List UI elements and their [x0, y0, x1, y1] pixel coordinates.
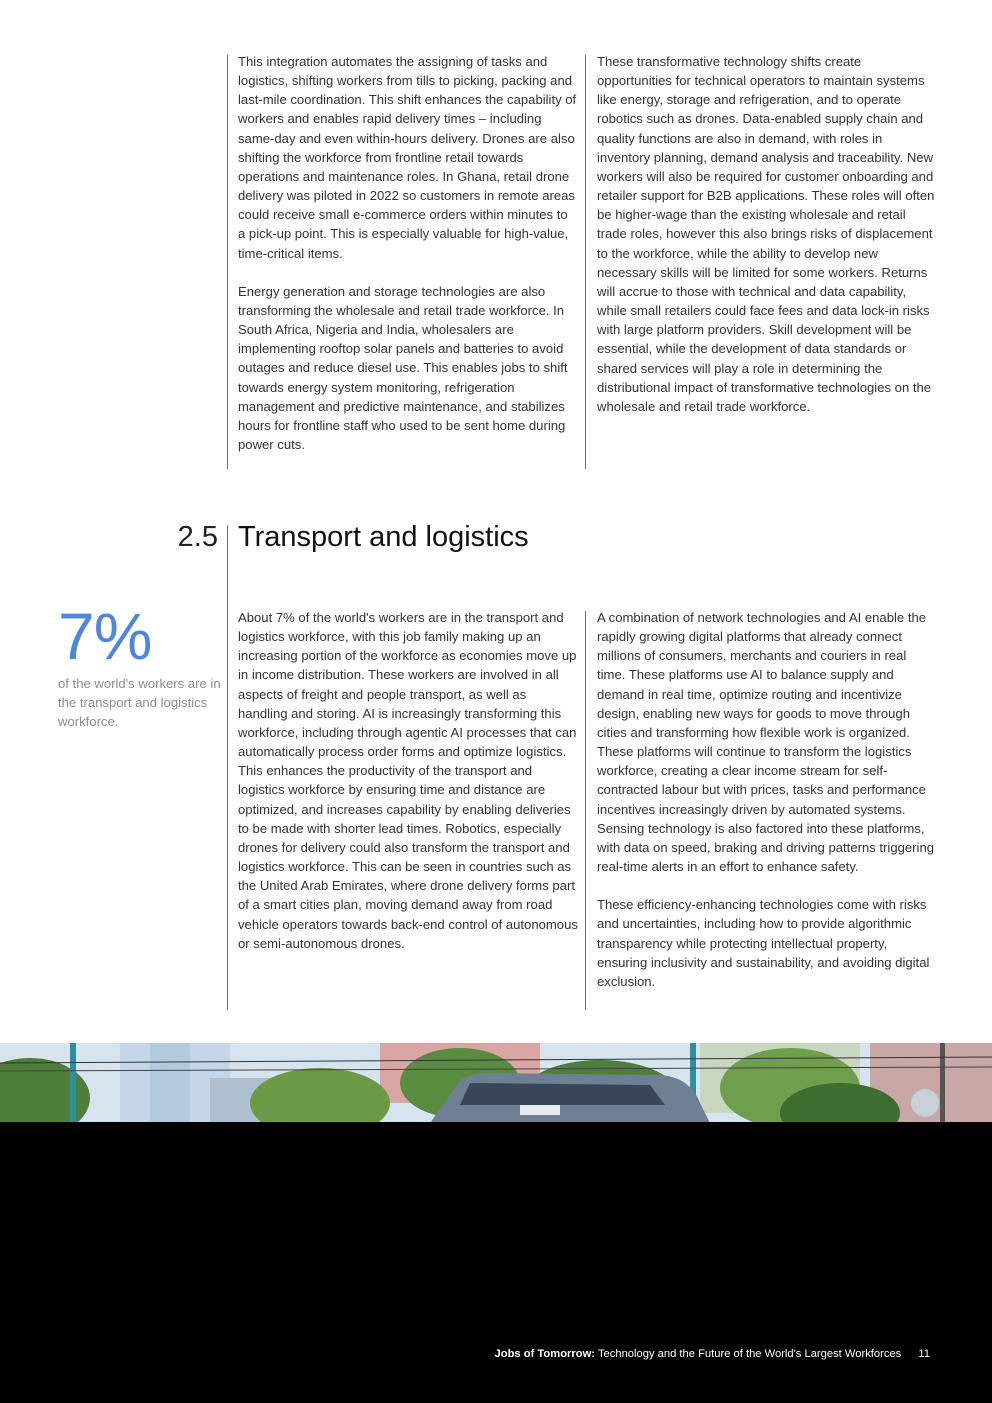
- page-footer: [495, 1346, 930, 1362]
- body-right-column: [597, 608, 937, 991]
- cover-photo-strip: [0, 1043, 992, 1123]
- page-number: 11: [918, 1348, 930, 1360]
- section-heading-rule: [227, 525, 228, 1010]
- footer-report-subtitle: Technology and the Future of the World's Largest Workforces: [597, 1348, 902, 1360]
- footer-report-name: Jobs of Tomorrow:: [494, 1348, 596, 1360]
- top-right-column: [597, 52, 937, 416]
- stat-value: 7%: [58, 599, 152, 673]
- body-left-column: [238, 608, 578, 953]
- section-number: 2.5: [177, 521, 218, 553]
- top-right-column-rule: [585, 55, 586, 469]
- body-left-paragraph-1: About 7% of the world's workers are in the transport and logistics workforce, with this job family making up an increasing portion of the workforce as economies move up in income distribution. These workers are involved in all aspects of freight and people transport, as well as handling and storing. AI is increasingly transforming this workforce, including through agentic AI processes that can automatically process order forms and optimize logistics. This enhances the productivity of the transport and logistics workforce by ensuring time and distance are optimized, and increases capability by enabling deliveries to be made with shorter lead times. Robotics, especially drones for delivery could also transform the transport and logistics workforce. This can be seen in countries such as the United Arab Emirates, where drone delivery forms part of a smart cities plan, moving demand away from road vehicle operators towards back-end control of autonomous or semi-autonomous drones.: [238, 610, 578, 951]
- top-left-column-rule: [227, 55, 228, 469]
- body-right-column-rule: [585, 611, 586, 1010]
- section-title: Transport and logistics: [238, 521, 529, 553]
- transport-scene-illustration: [0, 1043, 992, 1123]
- body-right-paragraph-1: A combination of network technologies and AI enable the rapidly growing digital platforms that already connect millions of consumers, merchants and couriers in real time. These platforms use AI to balance supply and demand in real time, optimize routing and incentivize design, enabling new ways for goods to move through cities and transforming how flexible work is organized. These platforms will continue to transform the logistics workforce, creating a clear income stream for self-contracted labour but with prices, tasks and performance incentives increasingly driven by automated systems. Sensing technology is also factored into these platforms, with data on speed, braking and driving patterns triggering real-time alerts in an effort to enhance safety.: [597, 610, 935, 875]
- top-left-paragraph-1: This integration automates the assigning of tasks and logistics, shifting workers from tills to picking, packing and last-mile coordination. This shift enhances the capability of workers and enables rapid delivery times – including same-day and even within-hours delivery. Drones are also shifting the workforce from frontline retail towards operations and maintenance roles. In Ghana, retail drone delivery was piloted in 2022 so customers in remote areas could receive small e-commerce orders within minutes to a pick-up point. This is especially valuable for high-value, time-critical items.: [238, 54, 577, 261]
- top-right-paragraph-1: These transformative technology shifts create opportunities for technical operators to maintain systems like energy, storage and refrigeration, and to operate robotics such as drones. Data-enabled supply chain and quality functions are also in demand, with roles in inventory planning, demand analysis and traceability. New workers will also be required for customer onboarding and retailer support for B2B applications. These roles will often be higher-wage than the existing wholesale and retail trade roles, however this also brings risks of displacement to the workforce, while the ability to develop new necessary skills will be limited for some workers. Returns will accrue to those with technical and data capability, while small retailers could face fees and data lock-in risks with large platform providers. Skill development will be essential, while the development of data standards or shared services will play a role in determining the distributional impact of transformative technologies on the wholesale and retail trade workforce.: [597, 54, 935, 414]
- stat-caption: of the world's workers are in the transport and logistics workforce.: [58, 676, 221, 730]
- top-left-column: [238, 52, 578, 454]
- top-left-paragraph-2: Energy generation and storage technologies are also transforming the wholesale and retail trade workforce. In South Africa, Nigeria and India, wholesalers are implementing rooftop solar panels and batteries to avoid outages and reduce diesel use. This enables jobs to shift towards energy system monitoring, refrigeration management and predictive maintenance, and stabilizes hours for frontline staff who used to be sent home during power cuts.: [238, 283, 568, 453]
- body-right-paragraph-2: These efficiency-enhancing technologies come with risks and uncertainties, including how to provide algorithmic transparency while protecting intellectual property, ensuring inclusivity and sustainability, and avoiding digital exclusion.: [597, 897, 930, 989]
